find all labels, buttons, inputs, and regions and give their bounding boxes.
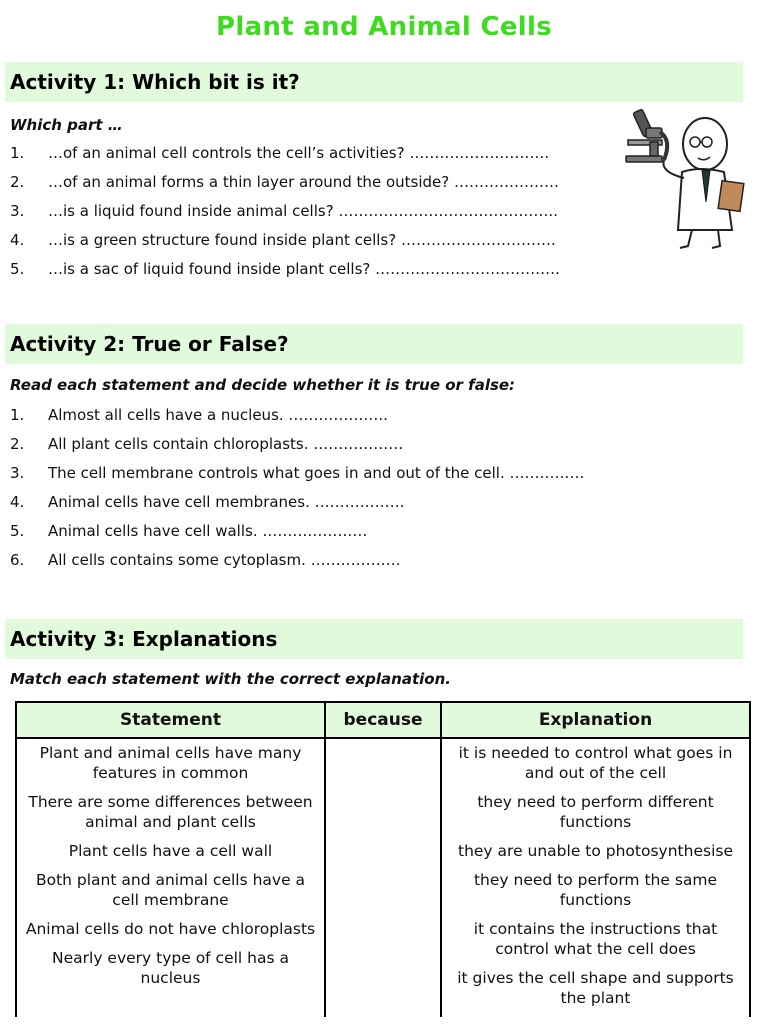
scientist-with-microscope-illustration bbox=[620, 102, 760, 252]
item-text: All plant cells contain chloroplasts. ……………… bbox=[48, 435, 404, 453]
activity-2-instruction: Read each statement and decide whether it is true or false: bbox=[10, 376, 516, 394]
item-number: 2. bbox=[10, 173, 25, 191]
explanation-cell: it contains the instructions that control what the cell does bbox=[473, 920, 718, 958]
explanation-cell: it is needed to control what goes in and out of the cell bbox=[458, 744, 733, 782]
item-text: Animal cells have cell membranes. ……………… bbox=[48, 493, 405, 511]
item-number: 5. bbox=[10, 522, 25, 540]
statement-cell: There are some differences between animal and plant cells bbox=[28, 793, 313, 831]
because-column bbox=[325, 738, 441, 1017]
activity-2-heading: Activity 2: True or False? bbox=[5, 324, 743, 364]
statement-cell: Nearly every type of cell has a nucleus bbox=[52, 949, 289, 987]
activity-3-heading: Activity 3: Explanations bbox=[5, 619, 743, 659]
item-number: 1. bbox=[10, 144, 25, 162]
microscope-icon bbox=[626, 109, 667, 162]
item-number: 4. bbox=[10, 231, 25, 249]
item-text: …is a green structure found inside plant cells? …………………………. bbox=[48, 231, 556, 249]
item-number: 4. bbox=[10, 493, 25, 511]
column-header-because: because bbox=[325, 702, 441, 738]
column-header-explanation: Explanation bbox=[441, 702, 750, 738]
item-number: 1. bbox=[10, 406, 25, 424]
item-text: Animal cells have cell walls. ………………… bbox=[48, 522, 368, 540]
statement-cell: Plant and animal cells have many features in common bbox=[39, 744, 302, 782]
explanation-cell: they need to perform different functions bbox=[477, 793, 714, 831]
item-text: …is a liquid found inside animal cells? …………………………………….. bbox=[48, 202, 558, 220]
item-number: 2. bbox=[10, 435, 25, 453]
clipboard-icon bbox=[718, 181, 744, 212]
explanation-column bbox=[441, 738, 750, 1017]
scientist-head bbox=[683, 118, 727, 170]
item-text: …of an animal cell controls the cell’s activities? ………………………. bbox=[48, 144, 550, 162]
activity-1-instruction: Which part … bbox=[10, 116, 123, 134]
statement-column bbox=[16, 738, 325, 1017]
explanation-cell: it gives the cell shape and supports the plant bbox=[457, 969, 734, 1007]
page-title: Plant and Animal Cells bbox=[216, 12, 552, 42]
item-text: All cells contains some cytoplasm. ……………… bbox=[48, 551, 401, 569]
item-number: 3. bbox=[10, 464, 25, 482]
activity-1-heading: Activity 1: Which bit is it? bbox=[5, 62, 743, 102]
explanation-cell: they are unable to photosynthesise bbox=[458, 842, 733, 860]
statement-cell: Plant cells have a cell wall bbox=[68, 842, 273, 860]
explanation-cell: they need to perform the same functions bbox=[473, 871, 718, 909]
item-number: 3. bbox=[10, 202, 25, 220]
item-text: …of an animal forms a thin layer around the outside? ………………… bbox=[48, 173, 559, 191]
statement-cell: Animal cells do not have chloroplasts bbox=[25, 920, 316, 938]
item-text: Almost all cells have a nucleus. ……………….. bbox=[48, 406, 388, 424]
column-header-statement: Statement bbox=[16, 702, 325, 738]
statement-cell: Both plant and animal cells have a cell membrane bbox=[35, 871, 306, 909]
activity-3-instruction: Match each statement with the correct explanation. bbox=[10, 670, 451, 688]
item-text: …is a sac of liquid found inside plant cells? ………………………………. bbox=[48, 260, 560, 278]
explanations-table bbox=[15, 701, 751, 1017]
item-text: The cell membrane controls what goes in and out of the cell. …………… bbox=[48, 464, 585, 482]
item-number: 6. bbox=[10, 551, 25, 569]
item-number: 5. bbox=[10, 260, 25, 278]
